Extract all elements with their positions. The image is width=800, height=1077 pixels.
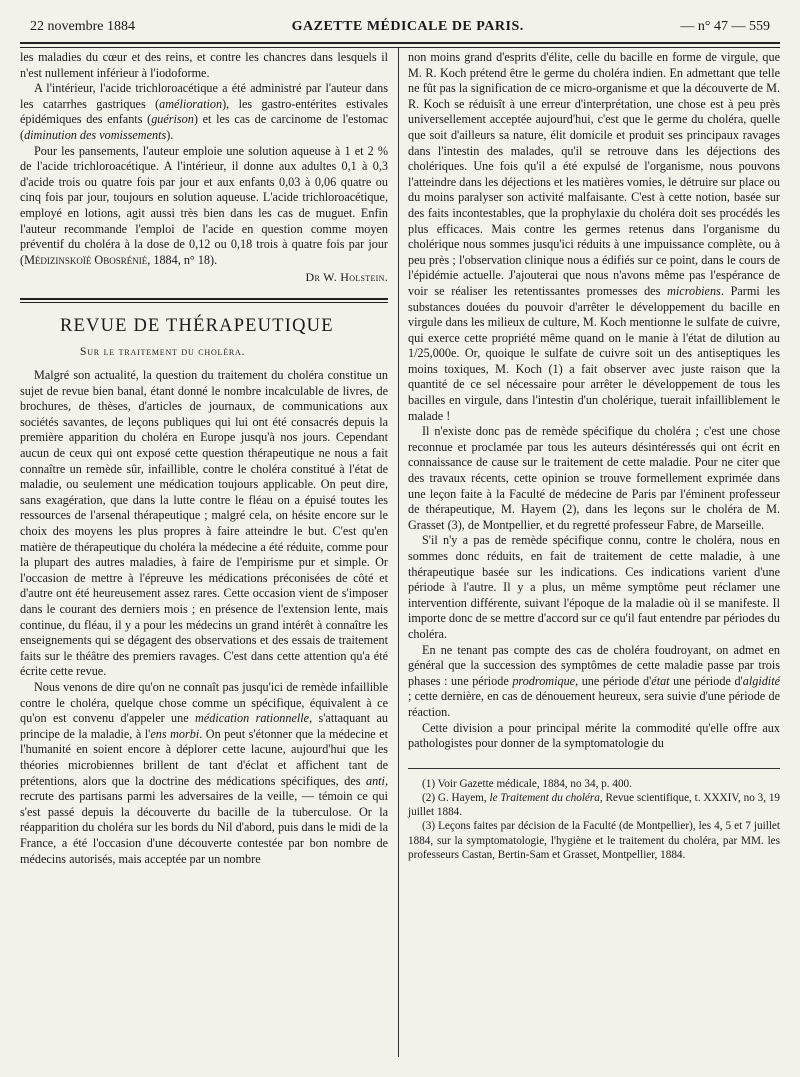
signature: Dr W. Holstein.	[305, 270, 388, 285]
column-rule	[398, 48, 399, 1057]
header-title: GAZETTE MÉDICALE DE PARIS.	[291, 19, 524, 34]
footnotes	[408, 768, 780, 862]
page-header	[30, 14, 770, 40]
paragraph: S'il n'y a pas de remède spécifique connu, contre le choléra, nous en sommes donc réduits, en fait de traitement de cette maladie, à une thérapeutique basée sur les indications. Ces indications varient d'une période à l'autre. Il y a plus, un même symptôme peut réclamer une intervention différente, suivant l'époque de la maladie où il se manifeste. Il importe donc de se mettre d'accord sur ce qu'il faut entendre par périodes du choléra.	[408, 533, 780, 641]
section-subtitle: Sur le traitement du choléra.	[80, 345, 246, 358]
section-rule	[20, 298, 388, 303]
paragraph: Malgré son actualité, la question du traitement du choléra constitue un sujet de revue bien banal, étant donné le nombre incalculable de livres, de brochures, de thèses, d'articles de journaux, de communications aux sociétés savantes, de leçons publiques qui lui ont été consacrés depuis la première apparition du choléra en Europe jusqu'à nos jours. Cependant aucun de ceux qui ont exposé cette question thérapeutique ne nous a fait connaître un remède sûr, infaillible, contre le choléra constitué à l'état de maladie, ou seulement une médication toujours applicable. On peut dire, sans exagération, que dans la lutte contre le fléau on a épuisé toutes les ressources de l'arsenal thérapeutique ; malgré cela, on hésite encore sur le choix des moyens les plus propres à faire atteindre le but. C'est qu'en matière de thérapeutique du choléra la médecine a été réduite, comme pour la plupart des autres maladies, à faire de l'empirisme pur et simple. Or l'occasion de mettre à l'épreuve les médications préconisées de côté et d'autre ont été heureusement assez rares. Cette occasion vient de s'imposer dans le courant des derniers mois ; en présence de l'extension lente, mais continue, du fléau, il y a pour les médecins un grand intérêt à connaître les enseignements qui se dégagent des observations et des essais de traitement faits sur le théâtre des premiers ravages. C'est dans cette attention qu'a été écrite cette revue.	[20, 368, 388, 679]
footnote: (2) G. Hayem, le Traitement du choléra, Revue scientifique, t. XXXIV, no 3, 19 juillet 1884.	[408, 791, 781, 819]
paragraph: Nous venons de dire qu'on ne connaît pas jusqu'ici de remède infaillible contre le choléra, quelque chose comme un spécifique, équivalent à ce qu'on est convenu d'appeler une médication rationnelle, s'attaquant au principe de la maladie, à l'ens morbi. On peut s'étonner que la médecine et l'humanité en soient encore à déplorer cette lacune, aujourd'hui que les théories microbiennes brillent de tant d'éclat et affichent tant de prétentions, alors que la doctrine des médications spécifiques, des anti, recrute des partisans parmi les adversaires de la veille, — témoin ce qui s'est passé depuis la découverte du bacille de la tuberculose. Or la réapparition du choléra sur les bords du Nil d'abord, puis dans le midi de la France, a été l'occasion d'une découverte contestée par bon nombre de médecins autorisés, mais acceptée par un nombre	[20, 679, 388, 866]
header-rule	[20, 42, 780, 48]
paragraph: les maladies du cœur et des reins, et contre les chancres dans lesquels il n'est nullement inférieur à l'iodoforme.	[20, 50, 388, 80]
paragraph: Pour les pansements, l'auteur emploie une solution aqueuse à 1 et 2 % de l'acide trichloroacétique. A l'intérieur, il donne aux adultes 0,1 à 0,3 d'acide trois ou quatre fois par jour et aux enfants 0,03 à 0,06 quatre ou cinq fois par jour, toujours en solution aqueuse. L'acide trichloroacétique, employé en lotions, agit aussi très bien dans les cas de muguet. Enfin l'auteur recommande l'emploi de l'acide en question comme moyen préventif du choléra à la dose de 0,12 ou 0,18 trois à quatre fois par jour (Médizinskoïé Obosrénié, 1884, n° 18).	[20, 143, 388, 267]
paragraph: Cette division a pour principal mérite la commodité qu'elle offre aux pathologistes pour donner de la symptomatologie du	[408, 720, 780, 751]
footnote: (1) Voir Gazette médicale, 1884, no 34, p. 400.	[422, 777, 632, 790]
paragraph: non moins grand d'esprits d'élite, celle du bacille en forme de virgule, que M. R. Koch prétend être le germe du choléra indien. En admettant que telle ne fût pas la signification de ce micro-organisme et que la découverte de M. R. Koch se réduisît à une erreur d'interprétation, une chose est à peu près universellement acceptée aujourd'hui, c'est que le germe du choléra, quelle que soit d'ailleurs sa nature, élit domicile et produit ses principaux ravages dans l'intestin des malades, qu'il se retrouve dans les déjections des cholériques. Une fois qu'il a été expulsé de l'organisme, nous pouvons l'atteindre dans les déjections et les matières vomies, le détruire sur place ou du moins paralyser son activité malfaisante. C'est à cette notion, basée sur des faits incontestables, que la prophylaxie du choléra doit ses procédés les plus efficaces. Mais contre les germes retenus dans l'organisme du cholérique nous sommes jusqu'ici réduits à une impuissance complète, ou à peu près ; l'observation clinique nous a édifiés sur ce point, dans le cours de l'épidémie actuelle. J'ajouterai que nous n'avons même pas l'espérance de voir se réaliser les retentissantes promesses des microbiens. Parmi les substances douées du pouvoir d'arrêter le développement du bacille en virgule dans les milieux de culture, M. Koch mentionne le sulfate de cuivre, qui exerce cette propriété même quand on le manie à l'état de dilution au 1/25,000e. Or, quoique le sulfate de cuivre soit un des antiseptiques les moins toxiques, M. Koch (1) a fait observer avec juste raison que la quantité de ce sel nécessaire pour arrêter le développement de tous les bacilles en virgule, dans l'intestin d'un cholérique, tuerait infailliblement le malade !	[408, 50, 781, 423]
footnote: (3) Leçons faites par décision de la Faculté (de Montpellier), les 4, 5 et 7 juillet 1884, sur la symptomatologie, l'hygiène et le traitement du choléra, par MM. les professeurs Castan, Bertin-Sam et Grasset, Montpellier, 1884.	[408, 820, 780, 861]
header-number: — n° 47 — 559	[680, 19, 770, 34]
paragraph: A l'intérieur, l'acide trichloroacétique a été administré par l'auteur dans les catarrhes gastriques (amélioration), les gastro-entérites estivales épidémiques des enfants (guérison) et les cas de carcinome de l'estomac (diminution des vomissements).	[20, 81, 388, 142]
right-column	[408, 50, 780, 862]
section-title: REVUE DE THÉRAPEUTIQUE	[60, 315, 334, 336]
paragraph: En ne tenant pas compte des cas de choléra foudroyant, on admet en général que la succession des symptômes de cette maladie passe par trois phases : une période prodromique, une période d'état une période d'algidité ; cette dernière, en cas de dénouement heureux, sera suivie d'une période de réaction.	[408, 642, 780, 719]
header-date: 22 novembre 1884	[30, 19, 135, 34]
paragraph: Il n'existe donc pas de remède spécifique du choléra ; c'est une chose reconnue et proclamée par tous les auteurs désintéressés qui ont écrit en connaissance de cause sur le traitement de cette maladie. Pour ne citer que des travaux récents, cette opinion se trouve formellement exprimée dans une leçon faite à la Faculté de médecine de Paris par l'éminent professeur de thérapeutique, M. Hayem (2), dans les leçons sur le choléra de M. Grasset (3), de Montpellier, et du regretté professeur Fabre, de Marseille.	[408, 424, 780, 532]
left-column	[20, 50, 388, 867]
